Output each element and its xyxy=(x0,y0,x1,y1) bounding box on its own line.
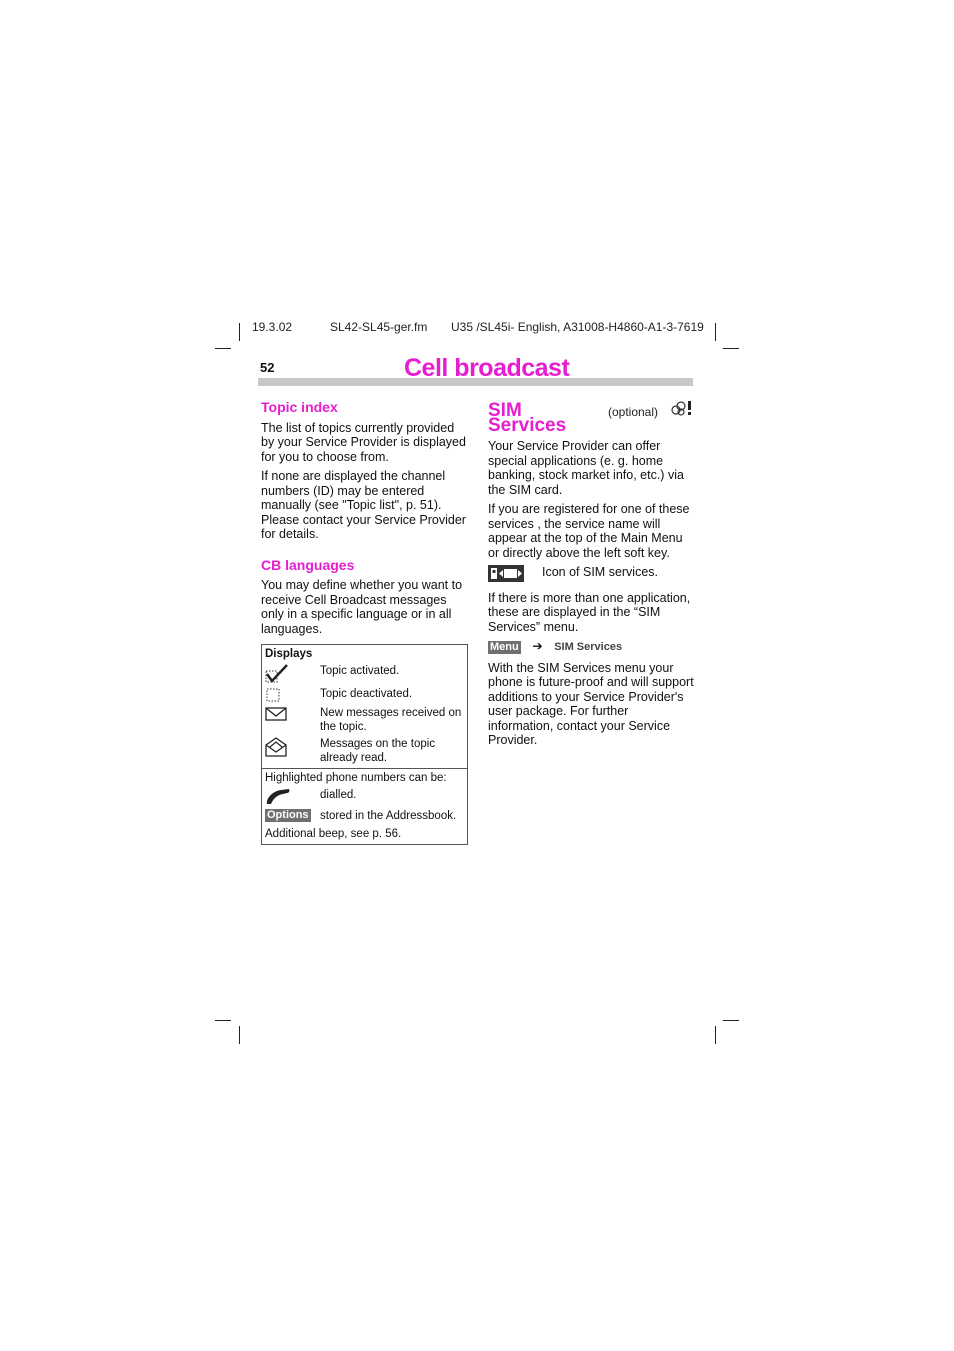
options-text: stored in the Addressbook. xyxy=(320,810,457,822)
topic-index-p2: If none are displayed the channel numbers (ID) may be entered manually (see "Topic list", p. 51). Please contact your Service Provider for details. xyxy=(261,469,466,541)
provider-info-icon xyxy=(670,400,694,420)
sim-icon-row xyxy=(488,565,694,586)
envelope-closed-icon xyxy=(265,706,320,722)
display-row xyxy=(265,737,464,765)
highlight-section xyxy=(262,768,467,844)
display-row-text: Messages on the topic already read. xyxy=(320,738,436,764)
crop-mark xyxy=(215,348,231,349)
sim-icon-text: Icon of SIM services. xyxy=(542,565,659,579)
page-title: Cell broadcast xyxy=(404,354,570,382)
displays-section xyxy=(262,645,467,768)
crop-mark xyxy=(239,1026,240,1044)
sim-p2: If you are registered for one of these services , the service name will appear at the top of the Main Menu or directly above the left soft key. xyxy=(488,502,690,560)
dial-row xyxy=(265,788,464,806)
header-date: 19.3.02 xyxy=(252,320,293,334)
crop-mark xyxy=(715,1026,716,1044)
sim-services-optional: (optional) xyxy=(607,405,658,419)
options-soft-key: Options xyxy=(267,809,309,821)
display-row xyxy=(265,706,464,734)
crop-mark xyxy=(215,1020,231,1021)
dial-text: dialled. xyxy=(320,789,357,801)
highlight-intro: Highlighted phone numbers can be: xyxy=(265,772,447,784)
display-row-text: New messages received on the topic. xyxy=(320,707,462,733)
display-row-text: Topic activated. xyxy=(320,665,400,677)
display-row xyxy=(265,687,464,703)
cb-languages-p1: You may define whether you want to receive Cell Broadcast messages only in a specific language or in all languages. xyxy=(261,578,463,636)
sim-p4: With the SIM Services menu your phone is future-proof and will support additions to your Service Provider's user package. For further information, contact your Service Provider. xyxy=(488,660,694,747)
sim-p3: If there is more than one application, these are displayed in the “SIM Services” menu. xyxy=(488,590,691,634)
crop-mark xyxy=(723,1020,739,1021)
crop-mark xyxy=(723,348,739,349)
crop-mark xyxy=(715,323,716,341)
page-number: 52 xyxy=(260,360,275,375)
dotted-box-icon xyxy=(265,687,320,703)
header-doc: U35 /SL45i- English, A31008-H4860-A1-3-7619 xyxy=(451,320,704,334)
topic-index-heading: Topic index xyxy=(261,399,338,415)
displays-heading: Displays xyxy=(265,648,313,660)
options-row xyxy=(265,809,464,823)
right-column xyxy=(488,400,694,753)
checkmark-icon xyxy=(265,664,320,684)
menu-soft-key: Menu xyxy=(490,641,519,653)
sim-services-heading-row xyxy=(488,400,694,436)
topic-index-p1: The list of topics currently provided by your Service Provider is displayed for you to choose from. xyxy=(261,420,466,464)
display-row-text: Topic deactivated. xyxy=(320,688,413,700)
displays-box xyxy=(261,644,468,845)
beep-text: Additional beep, see p. 56. xyxy=(265,828,402,840)
sim-services-icon xyxy=(488,565,542,586)
menu-nav xyxy=(488,639,694,655)
sim-p1: Your Service Provider can offer special applications (e. g. home banking, stock market info, etc.) via the SIM card. xyxy=(488,439,684,497)
arrow-right-icon: ➔ xyxy=(532,639,543,653)
nav-target: SIM Services xyxy=(554,641,623,653)
envelope-open-icon xyxy=(265,737,320,757)
left-column xyxy=(261,400,469,845)
phone-handset-icon xyxy=(265,788,320,806)
sim-services-heading: SIM Services xyxy=(488,400,567,436)
cb-languages-heading: CB languages xyxy=(261,556,355,573)
options-badge-wrap xyxy=(265,809,320,822)
crop-mark xyxy=(239,323,240,341)
display-row xyxy=(265,664,464,684)
header-file: SL42-SL45-ger.fm xyxy=(330,320,428,334)
